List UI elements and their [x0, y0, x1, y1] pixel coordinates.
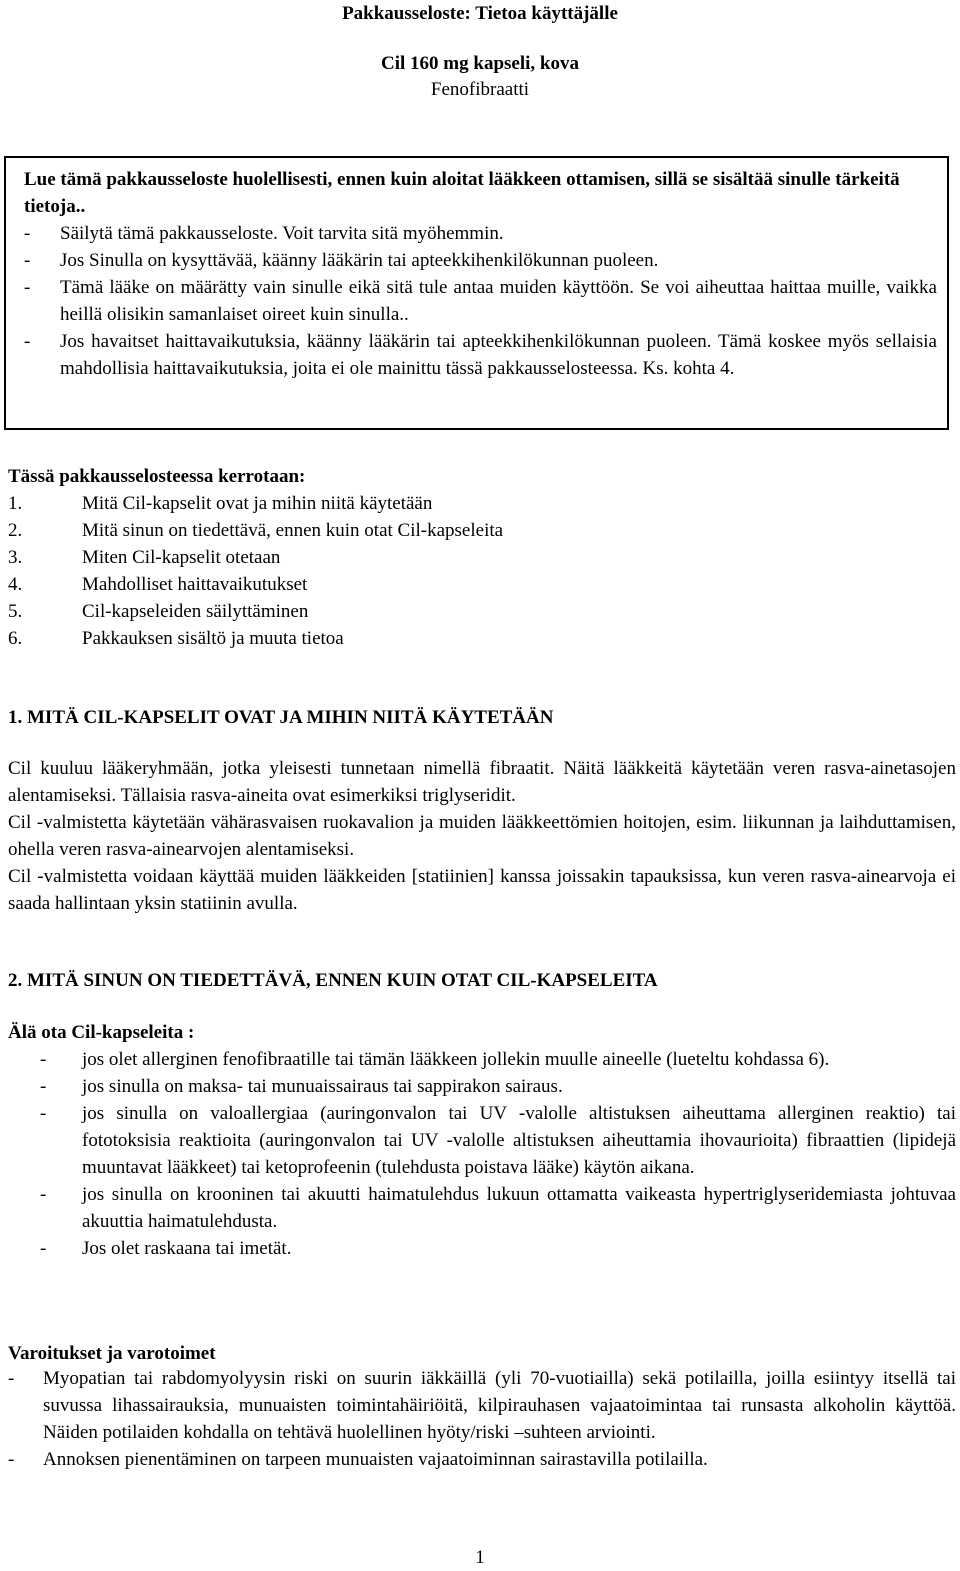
- warning-item: [24, 220, 937, 247]
- dash-marker: -: [24, 250, 31, 271]
- active-substance: Fenofibraatti: [430, 79, 530, 100]
- warning-intro: Lue tämä pakkausseloste huolellisesti, ennen kuin aloitat lääkkeen ottamisen, sillä se sisältää sinulle tärkeitä tietoja..: [24, 169, 900, 217]
- page-number: 1: [475, 1547, 485, 1568]
- list-item-text: jos olet allerginen fenofibraatille tai tämän lääkkeen jollekin muulle aineelle (lueteltu kohdassa 6).: [82, 1049, 830, 1070]
- toc-text: Mitä Cil-kapselit ovat ja mihin niitä käytetään: [82, 493, 433, 514]
- section-1-heading: 1. MITÄ CIL-KAPSELIT OVAT JA MIHIN NIITÄ KÄYTETÄÄN: [8, 707, 554, 728]
- warnings-heading: Varoitukset ja varotoimet: [8, 1343, 216, 1364]
- paragraph: Cil -valmistetta voidaan käyttää muiden lääkkeiden [statiinien] kanssa joissakin tapauksissa, kun veren rasva-ainearvoja ei saada hallintaan yksin statiinin avulla.: [8, 866, 956, 914]
- toc-item: [8, 571, 908, 598]
- warning-item: [24, 274, 937, 328]
- warning-item-text: Jos Sinulla on kysyttävää, käänny lääkärin tai apteekkihenkilökunnan puoleen.: [60, 250, 659, 271]
- list-item: [8, 1446, 956, 1473]
- toc-heading: Tässä pakkausselosteessa kerrotaan:: [8, 466, 306, 487]
- dash-marker: -: [24, 331, 31, 352]
- list-item-text: jos sinulla on krooninen tai akuutti haimatulehdus lukuun ottamatta vaikeasta hypertriglyseridemiasta johtuvaa akuuttia haimatulehdusta.: [82, 1184, 956, 1232]
- toc-text: Mahdolliset haittavaikutukset: [82, 574, 308, 595]
- list-item: [8, 1365, 956, 1446]
- contraindications-heading: Älä ota Cil-kapseleita :: [8, 1022, 195, 1043]
- dash-marker: -: [40, 1103, 47, 1124]
- product-name: Cil 160 mg kapseli, kova: [381, 53, 579, 74]
- list-item: [8, 1046, 956, 1073]
- dash-marker: -: [40, 1076, 47, 1097]
- list-item: [8, 1235, 956, 1262]
- dash-marker: -: [24, 277, 31, 298]
- warnings-list: [8, 1365, 956, 1473]
- toc-number: 1.: [8, 493, 23, 514]
- toc-item: [8, 598, 908, 625]
- dash-marker: -: [8, 1368, 15, 1389]
- toc-item: [8, 490, 908, 517]
- list-item: [8, 1100, 956, 1181]
- list-item-text: jos sinulla on valoallergiaa (auringonvalon tai UV -valolle altistuksen aiheuttama allerginen reaktio) tai fototoksisia reaktioita (auringonvalon tai UV -valolle altistuksen aiheuttamia ihovaurioita) fibraattien (lipidejä muuntavat lääkkeet) tai ketoprofeenin (tulehdusta poistava lääke) käytön aikana.: [82, 1103, 956, 1178]
- section-2-heading: 2. MITÄ SINUN ON TIEDETTÄVÄ, ENNEN KUIN OTAT CIL-KAPSELEITA: [8, 970, 658, 991]
- toc-text: Miten Cil-kapselit otetaan: [82, 547, 281, 568]
- toc-number: 3.: [8, 547, 23, 568]
- list-item-text: Annoksen pienentäminen on tarpeen munuaisten vajaatoiminnan sairastavilla potilailla.: [43, 1449, 708, 1470]
- warning-item-text: Jos havaitset haittavaikutuksia, käänny lääkärin tai apteekkihenkilökunnan puoleen. Tämä koskee myös sellaisia mahdollisia haittavaikutuksia, joita ei ole mainittu tässä pakkausselosteessa. Ks. kohta 4.: [60, 331, 937, 379]
- toc-number: 4.: [8, 574, 23, 595]
- toc-text: Pakkauksen sisältö ja muuta tietoa: [82, 628, 344, 649]
- dash-marker: -: [8, 1449, 15, 1470]
- list-item: [8, 1073, 956, 1100]
- warning-box: [4, 156, 949, 430]
- toc-item: [8, 625, 908, 652]
- toc-text: Cil-kapseleiden säilyttäminen: [82, 601, 309, 622]
- list-item-text: Jos olet raskaana tai imetät.: [82, 1238, 292, 1259]
- paragraph: Cil kuuluu lääkeryhmään, jotka yleisesti tunnetaan nimellä fibraatit. Näitä lääkkeitä käytetään veren rasva-ainetasojen alentamiseksi. Tällaisia rasva-aineita ovat esimerkiksi triglyseridit.: [8, 758, 956, 806]
- list-item-text: Myopatian tai rabdomyolyysin riski on suurin iäkkäillä (yli 70-vuotiailla) sekä potilailla, joilla esiintyy itsellä tai suvussa lihassairauksia, munuaisten toimintahäiriöitä, kilpirauhasen vajaatoimintaa tai runsasta alkoholin käyttöä. Näiden potilaiden kohdalla on tehtävä huolellinen hyöty/riski –suhteen arviointi.: [43, 1368, 956, 1443]
- contraindications-list: [8, 1046, 956, 1262]
- dash-marker: -: [40, 1049, 47, 1070]
- dash-marker: -: [24, 223, 31, 244]
- toc-number: 5.: [8, 601, 23, 622]
- table-of-contents: [8, 463, 908, 652]
- warning-item: [24, 247, 937, 274]
- toc-item: [8, 517, 908, 544]
- list-item-text: jos sinulla on maksa- tai munuaissairaus tai sappirakon sairaus.: [82, 1076, 563, 1097]
- toc-text: Mitä sinun on tiedettävä, ennen kuin otat Cil-kapseleita: [82, 520, 504, 541]
- toc-number: 2.: [8, 520, 23, 541]
- toc-number: 6.: [8, 628, 23, 649]
- warning-item-text: Säilytä tämä pakkausseloste. Voit tarvita sitä myöhemmin.: [60, 223, 504, 244]
- dash-marker: -: [40, 1184, 47, 1205]
- dash-marker: -: [40, 1238, 47, 1259]
- document-title: Pakkausseloste: Tietoa käyttäjälle: [342, 3, 618, 24]
- list-item: [8, 1181, 956, 1235]
- paragraph: Cil -valmistetta käytetään vähärasvaisen ruokavalion ja muiden lääkkeettömien hoitojen, esim. liikunnan ja laihduttamisen, ohella veren rasva-ainearvojen alentamiseksi.: [8, 812, 956, 860]
- section-1-body: [8, 755, 956, 917]
- toc-item: [8, 544, 908, 571]
- warning-item-text: Tämä lääke on määrätty vain sinulle eikä sitä tule antaa muiden käyttöön. Se voi aiheuttaa haittaa muille, vaikka heillä olisikin samanlaiset oireet kuin sinulla..: [60, 277, 937, 325]
- warning-item: [24, 328, 937, 382]
